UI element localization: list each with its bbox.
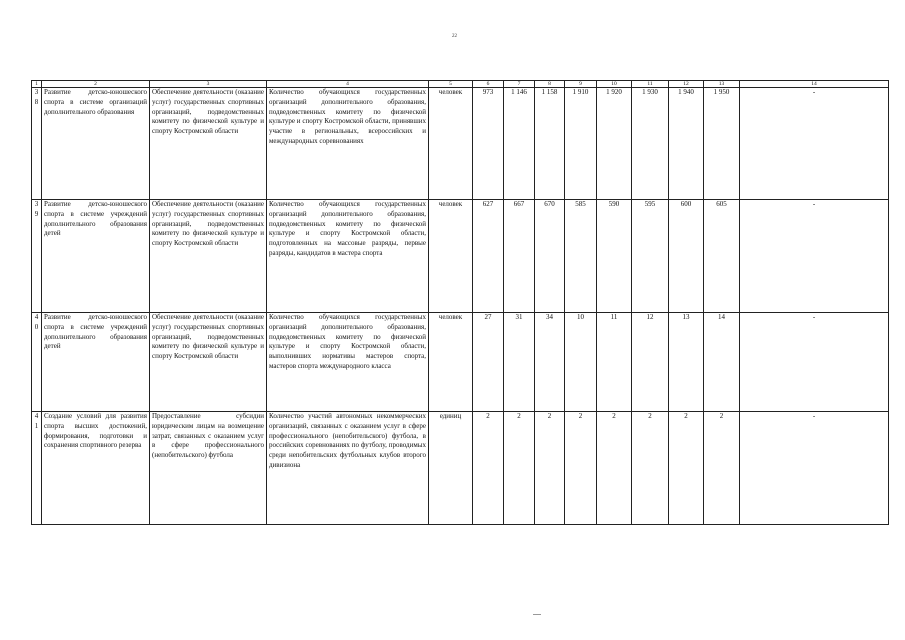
value-cell: 1 146 (504, 88, 535, 200)
value-cell: 2 (597, 412, 632, 525)
indicator-cell: Количество обучающихся государственных организаций дополнительного образования, подведомственных комитету по физической культуре и спорту Костромской области, подготовленных на массовые разряды, первые разряды, кандидатов в мастера спорта (267, 200, 429, 313)
value-cell: 1 940 (669, 88, 704, 200)
row-number: 38 (32, 88, 42, 200)
task-cell: Развитие детско-юношеского спорта в системе организаций дополнительного образования (42, 88, 150, 200)
value-cell: 11 (597, 313, 632, 412)
event-cell: Предоставление субсидии юридическим лицам на возмещение затрат, связанных с оказанием услуг в сфере профессионального (непобительского) футбола (150, 412, 267, 525)
value-cell: 13 (669, 313, 704, 412)
row-number: 41 (32, 412, 42, 525)
value-cell: 31 (504, 313, 535, 412)
value-cell: 2 (704, 412, 740, 525)
value-cell: 34 (535, 313, 565, 412)
column-number: 3 (150, 81, 267, 88)
value-cell: 1 950 (704, 88, 740, 200)
value-cell: 605 (704, 200, 740, 313)
note-cell: - (740, 88, 889, 200)
unit-cell: человек (429, 313, 473, 412)
row-number: 40 (32, 313, 42, 412)
column-number: 5 (429, 81, 473, 88)
value-cell: 585 (565, 200, 597, 313)
value-cell: 600 (669, 200, 704, 313)
value-cell: 14 (704, 313, 740, 412)
value-cell: 627 (473, 200, 504, 313)
unit-cell: единиц (429, 412, 473, 525)
column-number: 6 (473, 81, 504, 88)
value-cell: 27 (473, 313, 504, 412)
indicator-cell: Количество участий автономных некоммерческих организаций, связанных с оказанием услуг в сфере профессионального (непобительского) футбола, в российских соревнованиях по футболу, проводимых среди непобительских футбольных клубов второго дивизиона (267, 412, 429, 525)
value-cell: 10 (565, 313, 597, 412)
column-number: 12 (669, 81, 704, 88)
value-cell: 12 (632, 313, 669, 412)
event-cell: Обеспечение деятельности (оказание услуг) государственных спортивных организаций, подведомственных комитету по физической культуре и спорту Костромской области (150, 200, 267, 313)
indicator-cell: Количество обучающихся государственных организаций дополнительного образования, подведомственных комитету по физической культуре и спорту Костромской области, принявших участие в региональных, всероссийских и международных соревнованиях (267, 88, 429, 200)
indicator-cell: Количество обучающихся государственных организаций дополнительного образования, подведомственных комитету по физической культуре и спорту Костромской области, выполнивших нормативы мастеров спорта, мастеров спорта международного класса (267, 313, 429, 412)
column-number-row (32, 81, 889, 88)
value-cell: 2 (473, 412, 504, 525)
value-cell: 667 (504, 200, 535, 313)
task-cell: Развитие детско-юношеского спорта в системе учреждений дополнительного образования детей (42, 313, 150, 412)
value-cell: 670 (535, 200, 565, 313)
indicators-table (31, 80, 889, 525)
column-number: 11 (632, 81, 669, 88)
event-cell: Обеспечение деятельности (оказание услуг) государственных спортивных организаций, подведомственных комитету по физической культуре и спорту Костромской области (150, 88, 267, 200)
column-number: 2 (42, 81, 150, 88)
value-cell: 2 (632, 412, 669, 525)
column-number: 8 (535, 81, 565, 88)
column-number: 1 (32, 81, 42, 88)
row-number: 39 (32, 200, 42, 313)
value-cell: 973 (473, 88, 504, 200)
table-row (32, 412, 889, 525)
value-cell: 1 930 (632, 88, 669, 200)
column-number: 13 (704, 81, 740, 88)
value-cell: 1 910 (565, 88, 597, 200)
value-cell: 1 158 (535, 88, 565, 200)
task-cell: Развитие детско-юношеского спорта в системе учреждений дополнительного образования детей (42, 200, 150, 313)
value-cell: 2 (535, 412, 565, 525)
value-cell: 2 (504, 412, 535, 525)
value-cell: 1 920 (597, 88, 632, 200)
note-cell: - (740, 412, 889, 525)
task-cell: Создание условий для развития спорта высших достижений, формирования, подготовки и сохранения спортивного резерва (42, 412, 150, 525)
unit-cell: человек (429, 88, 473, 200)
column-number: 9 (565, 81, 597, 88)
value-cell: 590 (597, 200, 632, 313)
note-cell: - (740, 200, 889, 313)
event-cell: Обеспечение деятельности (оказание услуг) государственных спортивных организаций, подведомственных комитету по физической культуре и спорту Костромской области (150, 313, 267, 412)
table-row (32, 200, 889, 313)
value-cell: 595 (632, 200, 669, 313)
column-number: 10 (597, 81, 632, 88)
column-number: 4 (267, 81, 429, 88)
note-cell: - (740, 313, 889, 412)
value-cell: 2 (669, 412, 704, 525)
column-number: 7 (504, 81, 535, 88)
value-cell: 2 (565, 412, 597, 525)
scan-mark (533, 614, 541, 615)
column-number: 14 (740, 81, 889, 88)
unit-cell: человек (429, 200, 473, 313)
table-row (32, 88, 889, 200)
page-number: 22 (452, 34, 457, 39)
table-row (32, 313, 889, 412)
